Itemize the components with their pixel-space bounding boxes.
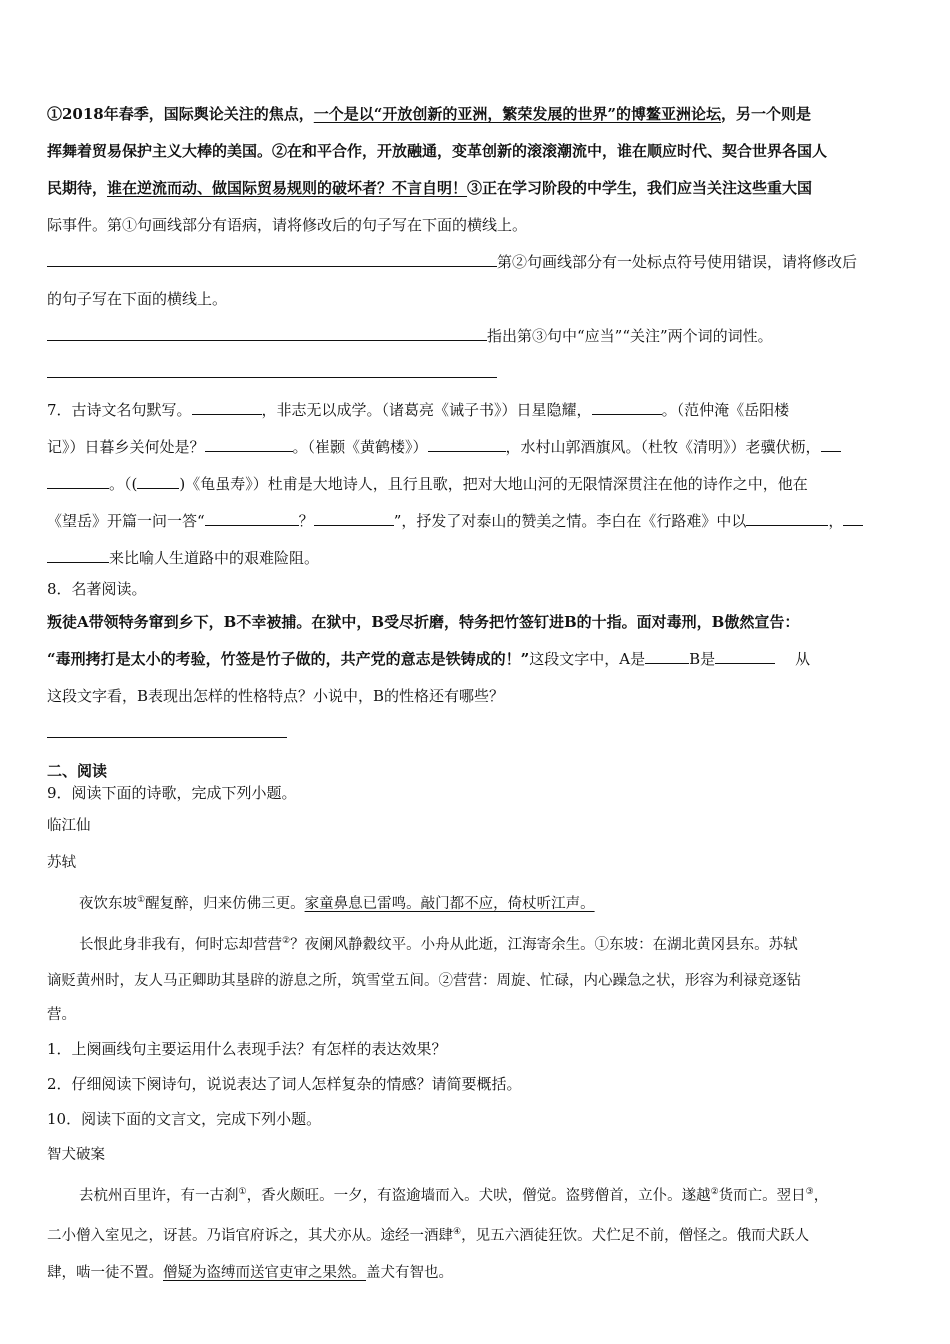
q7-text: ，水村山郭酒旗风。（杜牧《清明》）老骥伏枥，: [505, 438, 821, 456]
answer-blank[interactable]: [592, 400, 662, 415]
q7-text: ，非志无以成学。（诸葛亮《诫子书》）日星隐耀，: [261, 401, 592, 419]
q6-instruction-1: 际事件。第①句画线部分有语病，请将修改后的句子写在下面的横线上。: [47, 216, 528, 234]
q10-title-line: [47, 1102, 909, 1137]
classical-text: 肆，啮一徒不置。: [47, 1265, 163, 1282]
poem-author: 苏轼: [47, 855, 76, 871]
q9-subquestion-2: 2．仔细阅读下阕诗句，说说表达了词人怎样复杂的情感？请简要概括。: [47, 1074, 522, 1093]
poem-text: ？夜阑风静縠纹平。小舟从此逝，江海寄余生。①东坡：在湖北黄冈县东。苏轼: [290, 936, 798, 953]
answer-blank[interactable]: [192, 400, 262, 415]
q10-title: 10．阅读下面的文言文，完成下列小题。: [47, 1109, 322, 1128]
q6-text: 民期待，: [47, 179, 108, 197]
q8-title: 8．名著阅读。: [47, 580, 147, 598]
q9-subquestion-1: 1．上阕画线句主要运用什么表现手法？有怎样的表达效果？: [47, 1039, 447, 1058]
q6-line-8: [47, 355, 909, 392]
footnote-marker: ①: [238, 1186, 247, 1197]
answer-blank[interactable]: [47, 548, 109, 563]
q7-text: ”，抒发了对泰山的赞美之情。李白在《行路难》中以: [393, 512, 747, 530]
answer-blank[interactable]: [47, 326, 487, 341]
classical-text: ，见五六酒徒狂饮。犬伫足不前，僧怪之。俄而犬跃人: [461, 1228, 810, 1245]
answer-blank[interactable]: [843, 511, 863, 526]
answer-blank[interactable]: [821, 437, 841, 452]
q8-question: B是: [689, 650, 716, 668]
answer-blank[interactable]: [47, 474, 109, 489]
q6-underlined-sentence-1: 一个是以“开放创新的亚洲，繁荣发展的世界”的博鳌亚洲论坛: [313, 105, 722, 123]
q9-poem-line-2: [47, 923, 909, 964]
classical-text: ，: [813, 1187, 829, 1204]
poem-text: 醒复醉，归来仿佛三更。: [145, 895, 305, 912]
q9-author-line: [47, 845, 909, 882]
q8-line-2: [47, 641, 909, 678]
answer-blank[interactable]: [47, 252, 497, 267]
q8-title-line: [47, 574, 909, 604]
q7-line-5: [47, 540, 909, 577]
poem-title: 临江仙: [47, 818, 91, 834]
q7-line-3: [47, 466, 909, 503]
q7-text: 。（(: [109, 475, 138, 493]
q9-sub-2: [47, 1067, 909, 1102]
answer-blank[interactable]: [314, 511, 394, 526]
q9-title-line: [47, 778, 909, 808]
answer-blank[interactable]: [205, 511, 299, 526]
footnote-marker: ②: [710, 1186, 719, 1197]
footnote-marker: ④: [453, 1227, 462, 1238]
q6-underlined-sentence-2: 谁在逆流而动、做国际贸易规则的破坏者？不言自明！: [107, 179, 468, 197]
q7-text: 《望岳》开篇一问一答“: [47, 512, 205, 530]
q8-passage: 叛徒A带领特务窜到乡下，B不幸被捕。在狱中，B受尽折磨，特务把竹签钉进B的十指。面对毒刑，B傲然宣告：: [47, 613, 800, 631]
q7-text: ，: [828, 512, 844, 530]
poem-notes: 营。: [47, 1006, 76, 1023]
q7-line-4: [47, 503, 909, 540]
q6-line-6: [47, 281, 909, 318]
q9-title: 9．阅读下面的诗歌，完成下列小题。: [47, 784, 297, 802]
section-title: 二、阅读: [47, 762, 108, 780]
poem-notes: 谪贬黄州时，友人马正卿助其垦辟的游息之所，筑雪堂五间。②营营：周旋、忙碌，内心躁急之状，形容为利禄竞逐钻: [47, 972, 801, 989]
q6-text: ，另一个则是: [721, 105, 812, 123]
answer-blank[interactable]: [205, 437, 293, 452]
q6-instruction-3: 指出第③句中“应当”“关注”两个词的词性。: [487, 327, 773, 345]
q10-line-3: [47, 1255, 909, 1292]
q6-line-3: [47, 170, 909, 207]
classical-text: 盖犬有智也。: [366, 1265, 453, 1282]
q6-line-2: [47, 133, 909, 170]
q8-passage: “毒刑拷打是太小的考验，竹签是竹子做的，共产党的意志是铁铸成的！”: [47, 650, 530, 668]
q7-line-2: [47, 429, 909, 466]
q6-text: ①2018年春季，国际舆论关注的焦点，: [47, 105, 314, 123]
footnote-marker: ②: [282, 935, 291, 946]
answer-blank[interactable]: [645, 649, 689, 664]
q7-text: 来比喻人生道路中的艰难险阻。: [109, 549, 320, 567]
classical-text: ，香火颇旺。一夕，有盗逾墙而入。犬吠，僧觉。盗劈僧首，立仆。遂越: [246, 1187, 711, 1204]
q6-line-4: [47, 207, 909, 244]
classical-text-title: 智犬破案: [47, 1146, 105, 1163]
q9-note-line-2: [47, 998, 909, 1032]
exam-page: [47, 96, 909, 1292]
answer-blank[interactable]: [47, 363, 497, 378]
q6-text: ③正在学习阶段的中学生，我们应当关注这些重大国: [467, 179, 813, 197]
answer-blank[interactable]: [715, 649, 775, 664]
classical-text: 货而亡。翌日: [718, 1187, 806, 1204]
q7-text: 。（崔颢《黄鹤楼》）: [292, 438, 428, 456]
q6-instruction-2-cont: 的句子写在下面的横线上。: [47, 290, 228, 308]
q6-text: 挥舞着贸易保护主义大棒的美国。②在和平合作，开放融通，变革创新的滚滚潮流中，谁在顺应时代、契合世界各国人: [47, 142, 828, 160]
footnote-marker: ①: [137, 895, 146, 905]
q7-text: )《龟虽寿》）杜甫是大地诗人，且行且歌，把对大地山河的无限情深贯注在他的诗作之中，他在: [179, 475, 808, 493]
q7-text: 。（范仲淹《岳阳楼: [661, 401, 790, 419]
q6-line-7: [47, 318, 909, 355]
answer-blank[interactable]: [137, 474, 179, 489]
q6-instruction-2: 第②句画线部分有一处标点符号使用错误，请将修改后: [497, 253, 858, 271]
poem-text: 夜饮东坡: [79, 895, 137, 912]
q9-sub-1: [47, 1032, 909, 1067]
q7-text: ？: [298, 512, 314, 530]
q7-title: 7．古诗文名句默写。: [47, 401, 192, 419]
q10-text-title-line: [47, 1137, 909, 1174]
poem-underlined-line: 家童鼻息已雷鸣。敲门都不应，倚杖听江声。: [304, 895, 595, 912]
q9-poem-title-line: [47, 808, 909, 845]
q10-line-2: [47, 1214, 909, 1255]
answer-blank[interactable]: [428, 437, 506, 452]
q9-note-line-1: [47, 964, 909, 998]
q8-line-3: [47, 678, 909, 715]
q8-question: 这段文字中，A是: [529, 650, 646, 668]
poem-text: 长恨此身非我有，何时忘却营营: [79, 936, 282, 953]
classical-text: 二小僧入室见之，讶甚。乃诣官府诉之，其犬亦从。途经一酒肆: [47, 1228, 453, 1245]
q8-question: 这段文字看，B表现出怎样的性格特点？小说中，B的性格还有哪些？: [47, 687, 505, 705]
q8-question: 从: [795, 650, 811, 668]
q9-poem-line-1: [47, 882, 909, 923]
q8-line-4: [47, 715, 909, 752]
q7-line-1: [47, 392, 909, 429]
footnote-marker: ③: [805, 1186, 814, 1197]
q7-text: 记》）日暮乡关何处是？: [47, 438, 205, 456]
answer-blank[interactable]: [47, 723, 287, 738]
q6-line-1: [47, 96, 909, 133]
q6-line-5: [47, 244, 909, 281]
classical-underlined-sentence: 僧疑为盗缚而送官吏审之果然。: [163, 1265, 366, 1282]
classical-text: 去杭州百里许，有一古刹: [79, 1187, 239, 1204]
answer-blank[interactable]: [746, 511, 828, 526]
q10-line-1: [47, 1174, 909, 1215]
q8-line-1: [47, 604, 909, 641]
